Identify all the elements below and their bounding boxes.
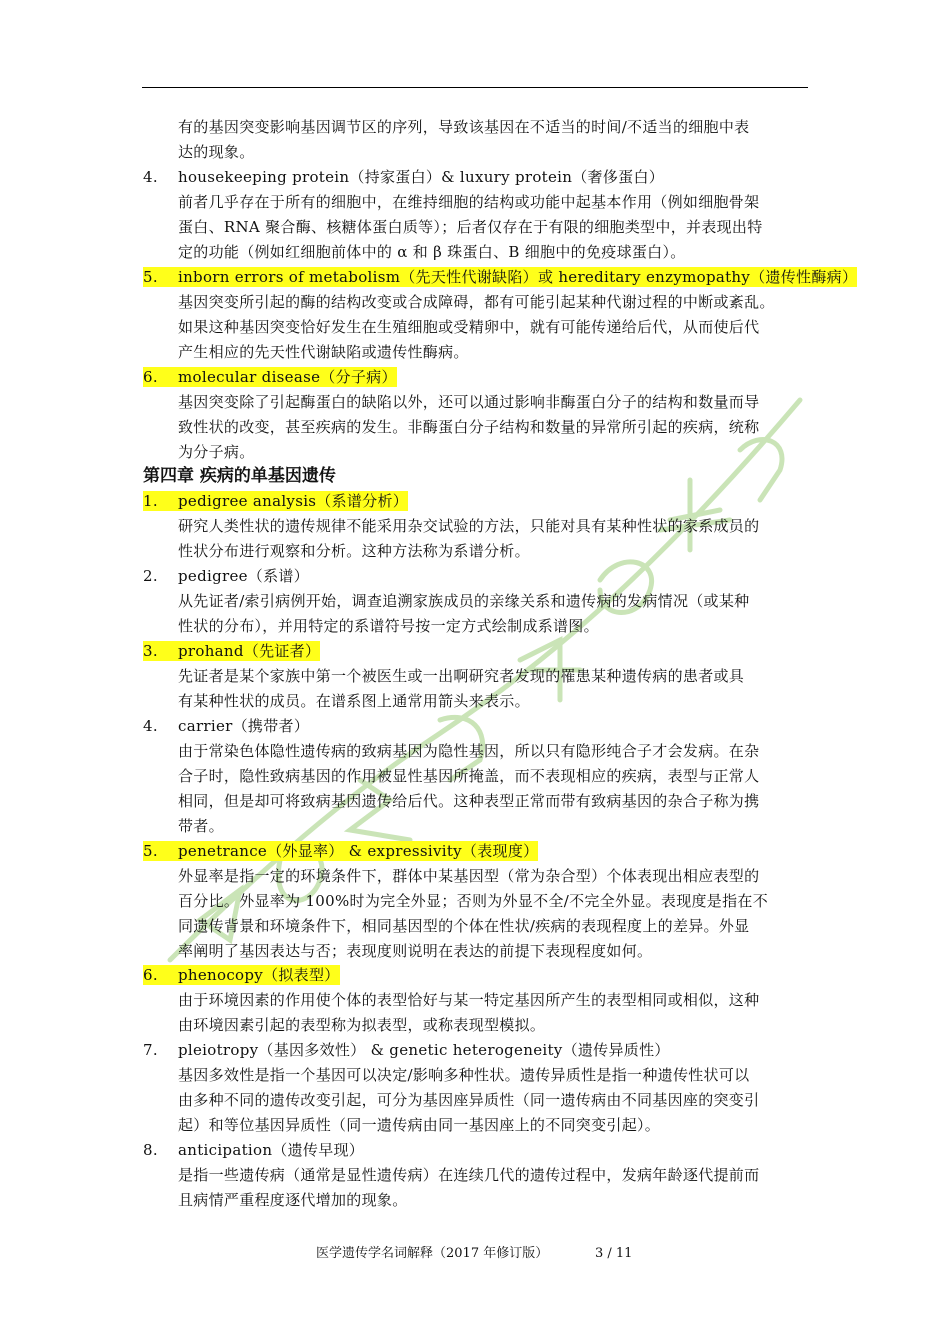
definition-line: 由环境因素引起的表型称为拟表型，或称表现型模拟。	[178, 1016, 546, 1034]
definition-line: 由于环境因素的作用使个体的表型恰好与某一特定基因所产生的表型相同或相似，这种	[178, 991, 760, 1009]
definition-line: 性状分布进行观察和分析。这种方法称为系谱分析。	[178, 542, 530, 560]
item-number: 2.	[143, 567, 158, 585]
definition-line: 起）和等位基因异质性（同一遗传病由同一基因座上的不同突变引起）。	[178, 1116, 661, 1134]
term-penetrance-expressivity: penetrance（外显率） & expressivity（表现度）	[178, 842, 539, 860]
term-inborn-errors-of-metabolism: inborn errors of metabolism（先天性代谢缺陷）或 hereditary enzymopathy（遗传性酶病）	[178, 268, 858, 286]
definition-line: 基因突变除了引起酶蛋白的缺陷以外，还可以通过影响非酶蛋白分子的结构和数量而导	[178, 393, 760, 411]
item-number: 6.	[143, 965, 178, 985]
definition-line: 外显率是指一定的环境条件下，群体中某基因型（常为杂合型）个体表现出相应表型的	[178, 867, 760, 885]
definition-line: 为分子病。	[178, 443, 255, 461]
item-number: 8.	[143, 1141, 158, 1159]
definition-line: 相同，但是却可将致病基因遗传给后代。这种表型正常而带有致病基因的杂合子称为携	[178, 792, 760, 810]
definition-line: 由多种不同的遗传改变引起，可分为基因座异质性（同一遗传病由不同基因座的突变引	[178, 1091, 760, 1109]
definition-line: 有某种性状的成员。在谱系图上通常用箭头来表示。	[178, 692, 530, 710]
term-prohand: prohand（先证者）	[178, 642, 321, 660]
definition-line: 带者。	[178, 817, 224, 835]
definition-line: 蛋白、RNA 聚合酶、核糖体蛋白质等）；后者仅存在于有限的细胞类型中，并表现出特	[178, 218, 763, 236]
term-phenocopy: phenocopy（拟表型）	[178, 966, 340, 984]
term-pedigree-analysis: pedigree analysis（系谱分析）	[178, 492, 409, 510]
definition-line: 前者几乎存在于所有的细胞中，在维持细胞的结构或功能中起基本作用（例如细胞骨架	[178, 193, 760, 211]
definition-line: 定的功能（例如红细胞前体中的 α 和 β 珠蛋白、B 细胞中的免疫球蛋白）。	[178, 243, 686, 261]
term-housekeeping-protein: housekeeping protein（持家蛋白）& luxury protein（奢侈蛋白）	[178, 168, 665, 186]
body-line: 达的现象。	[178, 143, 255, 161]
body-line: 有的基因突变影响基因调节区的序列，导致该基因在不适当的时间/不适当的细胞中表	[178, 118, 750, 136]
definition-line: 如果这种基因突变恰好发生在生殖细胞或受精卵中，就有可能传递给后代，从而使后代	[178, 318, 760, 336]
footer-title: 医学遗传学名词解释（2017 年修订版）	[316, 1246, 549, 1261]
definition-line: 研究人类性状的遗传规律不能采用杂交试验的方法，只能对具有某种性状的家系成员的	[178, 517, 760, 535]
header-rule	[142, 87, 808, 88]
term-pleiotropy-heterogeneity: pleiotropy（基因多效性） & genetic heterogeneity（遗传异质性）	[178, 1041, 670, 1059]
chapter-heading: 第四章 疾病的单基因遗传	[143, 466, 336, 486]
definition-line: 从先证者/索引病例开始，调查追溯家族成员的亲缘关系和遗传病的发病情况（或某种	[178, 592, 750, 610]
definition-line: 且病情严重程度逐代增加的现象。	[178, 1191, 408, 1209]
definition-line: 致性状的改变，甚至疾病的发生。非酶蛋白分子结构和数量的异常所引起的疾病，统称	[178, 418, 760, 436]
term-pedigree: pedigree（系谱）	[178, 567, 310, 585]
item-number: 1.	[143, 491, 178, 511]
page-number: 3 / 11	[595, 1246, 633, 1261]
definition-line: 先证者是某个家族中第一个被医生或一出啊研究者发现的罹患某种遗传病的患者或具	[178, 667, 745, 685]
definition-line: 百分比。外显率为 100%时为完全外显；否则为外显不全/不完全外显。表现度是指在不	[178, 892, 769, 910]
item-number: 7.	[143, 1041, 158, 1059]
term-molecular-disease: molecular disease（分子病）	[178, 368, 397, 386]
definition-line: 基因多效性是指一个基因可以决定/影响多种性状。遗传异质性是指一种遗传性状可以	[178, 1066, 750, 1084]
item-number: 3.	[143, 641, 178, 661]
definition-line: 性状的分布），并用特定的系谱符号按一定方式绘制成系谱图。	[178, 617, 599, 635]
definition-line: 产生相应的先天性代谢缺陷或遗传性酶病。	[178, 343, 469, 361]
definition-line: 由于常染色体隐性遗传病的致病基因为隐性基因，所以只有隐形纯合子才会发病。在杂	[178, 742, 760, 760]
item-number: 4.	[143, 717, 158, 735]
item-number: 5.	[143, 841, 178, 861]
definition-line: 同遗传背景和环境条件下，相同基因型的个体在性状/疾病的表现程度上的差异。外显	[178, 917, 750, 935]
term-anticipation: anticipation（遗传早现）	[178, 1141, 365, 1159]
definition-line: 合子时，隐性致病基因的作用被显性基因所掩盖，而不表现相应的疾病，表型与正常人	[178, 767, 760, 785]
item-number: 5.	[143, 267, 178, 287]
definition-line: 是指一些遗传病（通常是显性遗传病）在连续几代的遗传过程中，发病年龄逐代提前而	[178, 1166, 760, 1184]
item-number: 6.	[143, 367, 178, 387]
item-number: 4.	[143, 168, 158, 186]
definition-line: 基因突变所引起的酶的结构改变或合成障碍，都有可能引起某种代谢过程的中断或紊乱。	[178, 293, 775, 311]
term-carrier: carrier（携带者）	[178, 717, 310, 735]
definition-line: 率阐明了基因表达与否；表现度则说明在表达的前提下表现程度如何。	[178, 942, 653, 960]
